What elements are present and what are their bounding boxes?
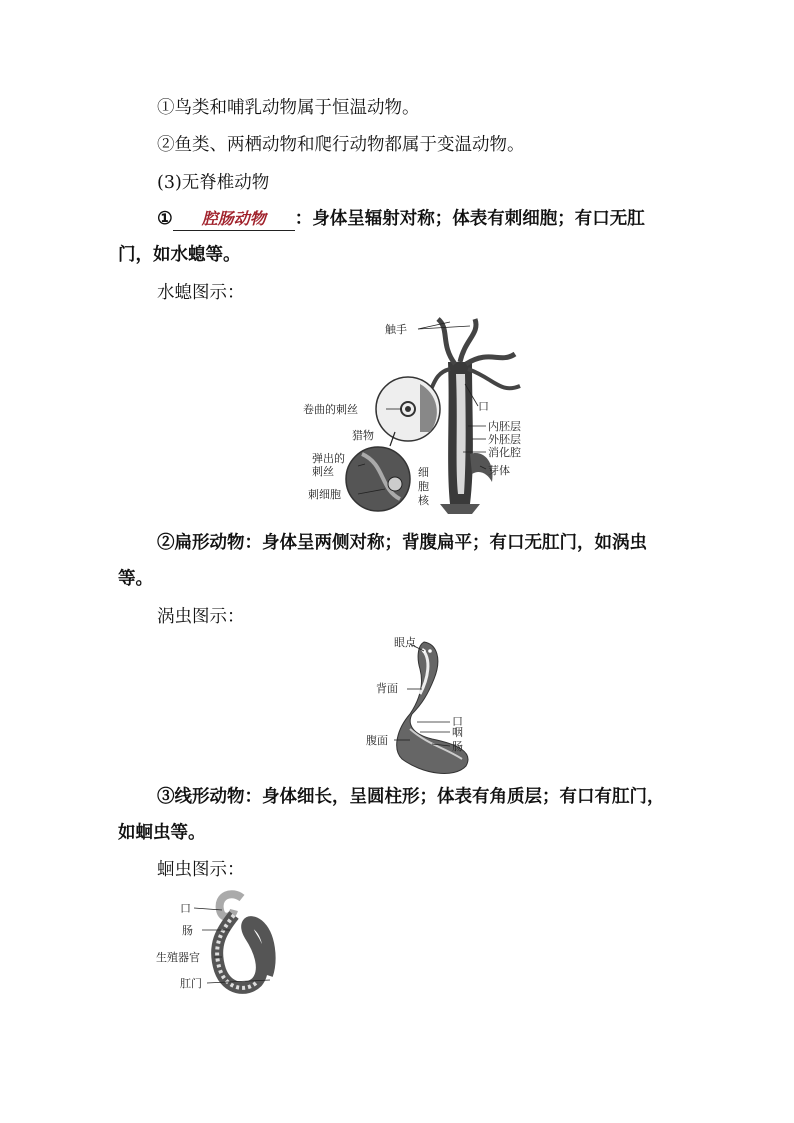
label-ejected-thread-1: 弹出的 xyxy=(312,452,345,465)
label-endoderm: 内胚层 xyxy=(488,420,521,433)
label-mouth: 口 xyxy=(180,902,191,915)
label-intestine: 肠 xyxy=(182,924,193,937)
label-cnidocyte: 刺细胞 xyxy=(308,488,341,501)
label-coiled-thread: 卷曲的刺丝 xyxy=(303,403,358,416)
label-nucleus-1: 细 xyxy=(418,466,429,479)
text-line-4-rest: ：身体呈辐射对称；体表有刺细胞；有口无肛 xyxy=(294,209,645,229)
planaria-caption: 涡虫图示： xyxy=(157,607,245,627)
hydra-figure xyxy=(300,314,545,519)
roundworm-figure xyxy=(152,890,282,1002)
label-prey: 猎物 xyxy=(352,429,374,442)
text-line-7: ②扁形动物：身体呈两侧对称；背腹扁平；有口无肛门，如涡虫 xyxy=(157,533,647,553)
label-dorsal: 背面 xyxy=(376,682,398,695)
planaria-figure xyxy=(362,634,482,780)
label-gastric-cavity: 消化腔 xyxy=(488,446,521,459)
text-line-10: ③线形动物：身体细长，呈圆柱形；体表有角质层；有口有肛门， xyxy=(157,787,665,807)
label-mouth: 口 xyxy=(478,400,489,413)
label-ejected-thread-2: 刺丝 xyxy=(312,465,334,478)
label-eyespot: 眼点 xyxy=(394,636,416,649)
text-line-4 xyxy=(157,206,677,232)
label-intestine: 肠 xyxy=(452,740,463,753)
label-pharynx: 咽 xyxy=(452,726,463,739)
text-line-1: ①鸟类和哺乳动物属于恒温动物。 xyxy=(157,98,420,118)
label-mouth: 口 xyxy=(452,715,463,728)
blank-answer: 腔肠动物 xyxy=(201,209,266,228)
text-line-8: 等。 xyxy=(118,569,153,589)
label-ventral: 腹面 xyxy=(366,734,388,747)
text-line-2: ②鱼类、两栖动物和爬行动物都属于变温动物。 xyxy=(157,135,525,155)
fill-blank xyxy=(173,208,295,231)
hydra-caption: 水螅图示： xyxy=(157,283,245,303)
text-line-11: 如蛔虫等。 xyxy=(118,823,206,843)
label-ectoderm: 外胚层 xyxy=(488,433,521,446)
label-nucleus-2: 胞 xyxy=(418,480,429,493)
text-line-5: 门，如水螅等。 xyxy=(118,245,241,265)
label-reproductive: 生殖器官 xyxy=(156,951,200,964)
label-bud: 芽体 xyxy=(488,464,510,477)
roundworm-caption: 蛔虫图示： xyxy=(157,860,245,880)
label-tentacles: 触手 xyxy=(385,323,407,336)
label-anus: 肛门 xyxy=(180,977,202,990)
item-number: ① xyxy=(157,209,173,229)
label-nucleus-3: 核 xyxy=(418,494,429,507)
section-heading: (3)无脊椎动物 xyxy=(157,173,270,193)
